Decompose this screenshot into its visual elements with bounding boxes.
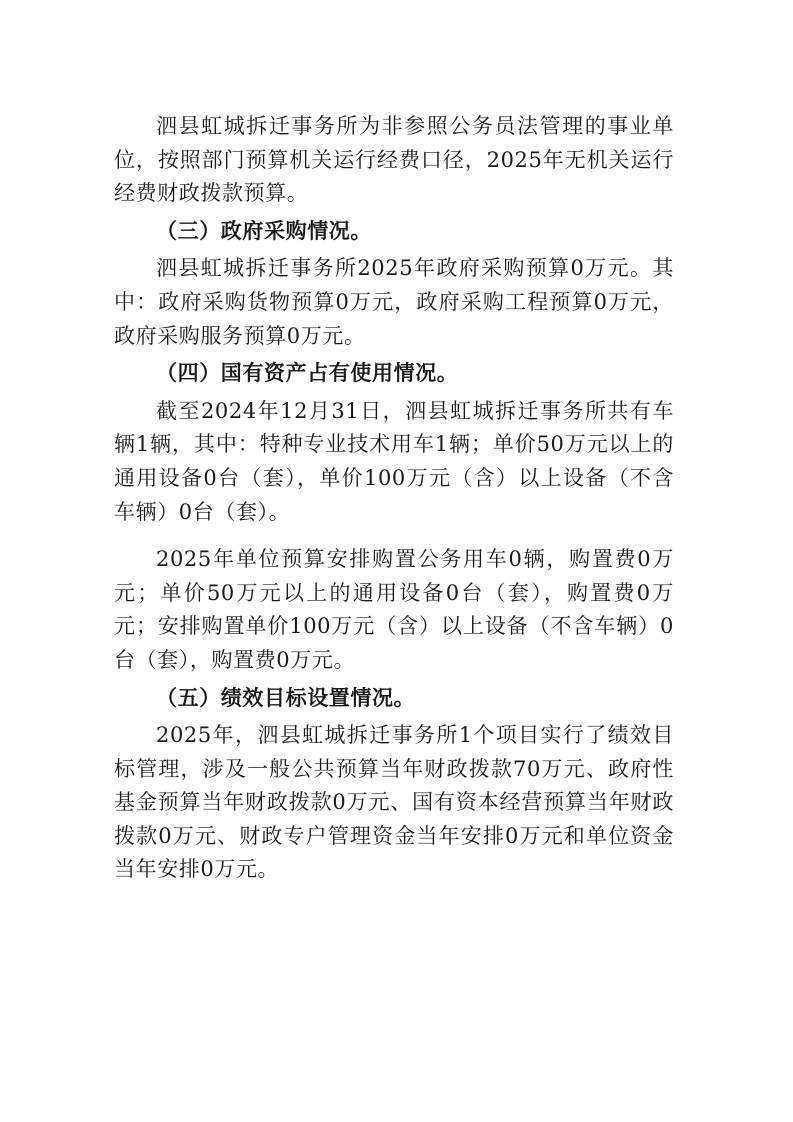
paragraph-state-assets-purchases: 2025年单位预算安排购置公务用车0辆，购置费0万元；单价50万元以上的通用设备0台（套），购置费0万元；安排购置单价100万元（含）以上设备（不含车辆）0台（套），购置费0万元。	[114, 547, 674, 672]
heading-government-procurement: （三）政府采购情况。	[156, 218, 372, 243]
document-body	[114, 110, 674, 887]
paragraph-state-assets-holdings: 截至2024年12月31日，泗县虹城拆迁事务所共有车辆1辆，其中：特种专业技术用车1辆；单价50万元以上的通用设备0台（套），单价100万元（含）以上设备（不含车辆）0台（套）。	[114, 398, 674, 524]
heading-performance-targets: （五）绩效目标设置情况。	[156, 685, 416, 710]
paragraph-operating-expenses: 泗县虹城拆迁事务所为非参照公务员法管理的事业单位，按照部门预算机关运行经费口径，2025年无机关运行经费财政拨款预算。	[114, 114, 674, 206]
heading-state-assets: （四）国有资产占有使用情况。	[156, 361, 459, 386]
paragraph-government-procurement: 泗县虹城拆迁事务所2025年政府采购预算0万元。其中：政府采购货物预算0万元，政府采购工程预算0万元，政府采购服务预算0万元。	[114, 256, 674, 348]
paragraph-performance-targets: 2025年，泗县虹城拆迁事务所1个项目实行了绩效目标管理，涉及一般公共预算当年财政拨款70万元、政府性基金预算当年财政拨款0万元、国有资本经营预算当年财政拨款0万元、财政专户管理资金当年安排0万元和单位资金当年安排0万元。	[114, 723, 674, 882]
